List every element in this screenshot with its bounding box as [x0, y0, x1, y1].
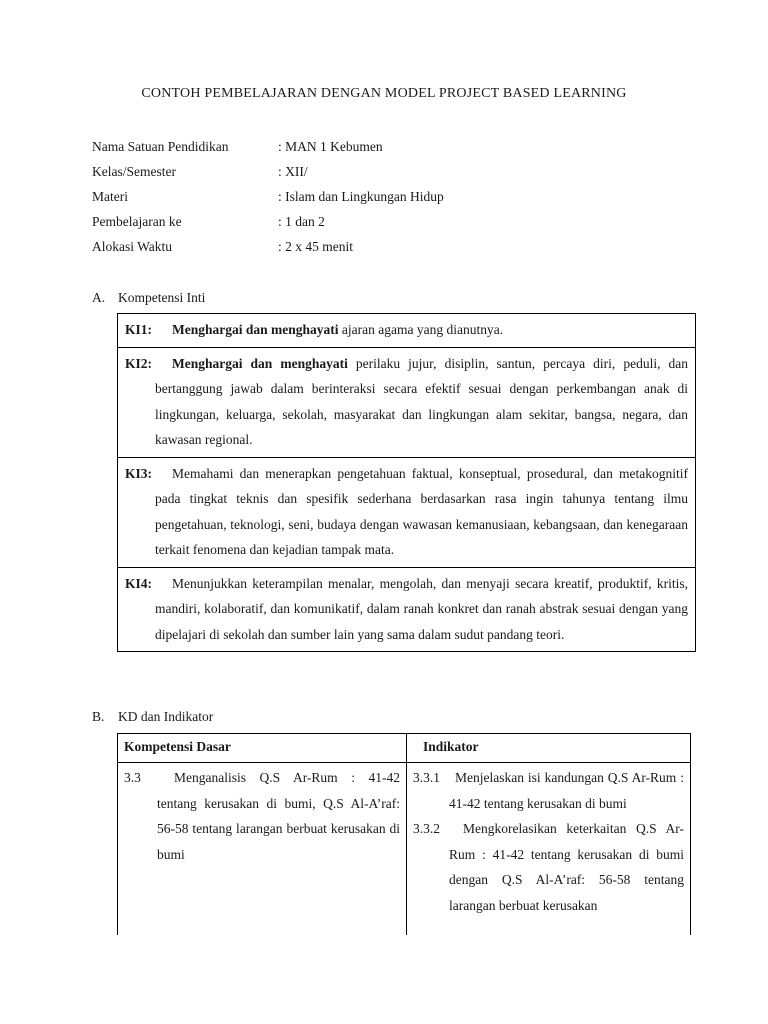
ki-code: KI3:	[125, 465, 152, 481]
section-a-heading	[92, 288, 205, 308]
identity-value: : 2 x 45 menit	[278, 239, 353, 254]
column-header-indikator: Indikator	[407, 734, 690, 763]
ki-code: KI1:	[125, 322, 152, 337]
section-title: KD dan Indikator	[118, 709, 214, 724]
indikator-text: Menjelaskan isi kandungan Q.S Ar-Rum : 41-42 tentang kerusakan di bumi	[449, 770, 684, 811]
identity-value: : Islam dan Lingkungan Hidup	[278, 189, 444, 204]
kompetensi-inti-table	[117, 313, 696, 652]
kd-number: 3.3	[124, 770, 141, 785]
identity-label: Materi	[92, 189, 128, 204]
kd-text: Menganalisis Q.S Ar-Rum : 41-42 tentang kerusakan di bumi, Q.S Al-A’raf: 56-58 tentang larangan berbuat kerusakan di bumi	[157, 770, 400, 862]
identity-label: Alokasi Waktu	[92, 239, 173, 254]
indikator-item	[413, 816, 684, 918]
identity-value: : 1 dan 2	[278, 214, 325, 229]
identity-label: Pembelajaran ke	[92, 214, 182, 229]
identity-row	[92, 212, 444, 237]
column-header-kompetensi-dasar: Kompetensi Dasar	[118, 734, 407, 763]
indikator-number: 3.3.1	[413, 770, 440, 785]
identity-row	[92, 187, 444, 212]
kd-cell	[118, 763, 407, 935]
ki-row	[118, 347, 695, 457]
ki-row	[118, 314, 695, 347]
ki-bold-text: Menghargai dan menghayati	[172, 322, 339, 337]
ki-row	[118, 457, 695, 567]
identity-value: : XII/	[278, 164, 308, 179]
identity-block	[92, 137, 444, 262]
ki-text: perilaku jujur, disiplin, santun, percaya diri, peduli, dan bertanggung jawab dalam berinteraksi secara efektif sesuai dengan perkembangan anak di lingkungan, keluarga, sekolah, masyarakat dan lingkungan alam sekitar, bangsa, negara, dan kawasan regional.	[155, 355, 688, 447]
indikator-cell	[407, 763, 690, 935]
identity-row	[92, 237, 444, 262]
section-letter: B.	[92, 709, 105, 724]
document-title: CONTOH PEMBELAJARAN DENGAN MODEL PROJECT BASED LEARNING	[141, 86, 627, 101]
identity-label: Kelas/Semester	[92, 164, 176, 179]
section-title: Kompetensi Inti	[118, 290, 206, 305]
kd-indikator-table	[117, 733, 691, 935]
ki-text: ajaran agama yang dianutnya.	[338, 322, 504, 337]
identity-row	[92, 137, 444, 162]
section-letter: A.	[92, 290, 106, 305]
ki-code: KI4:	[125, 575, 152, 591]
section-b-heading	[92, 707, 213, 727]
ki-text: Memahami dan menerapkan pengetahuan faktual, konseptual, prosedural, dan metakognitif pada tingkat teknis dan spesifik sederhana berdasarkan rasa ingin tahunya tentang ilmu pengetahuan, teknologi, seni, budaya dengan wawasan kemanusiaan, kebangsaan, dan kenegaraan terkait fenomena dan kejadian tampak mata.	[155, 465, 688, 557]
indikator-text: Mengkorelasikan keterkaitan Q.S Ar-Rum : 41-42 tentang kerusakan di bumi dengan Q.S Al-A’raf: 56-58 tentang larangan berbuat kerusakan	[449, 821, 684, 913]
indikator-item	[413, 765, 684, 816]
identity-label: Nama Satuan Pendidikan	[92, 139, 229, 154]
ki-row	[118, 567, 695, 652]
ki-text: Menunjukkan keterampilan menalar, mengolah, dan menyaji secara kreatif, produktif, kritis, mandiri, kolaboratif, dan komunikatif, dalam ranah konkret dan ranah abstrak sesuai dengan yang dipelajari di sekolah dan sumber lain yang sama dalam sudut pandang teori.	[155, 575, 688, 642]
identity-row	[92, 162, 444, 187]
identity-value: : MAN 1 Kebumen	[278, 139, 383, 154]
indikator-number: 3.3.2	[413, 821, 440, 836]
ki-code: KI2:	[125, 355, 152, 371]
ki-bold-text: Menghargai dan menghayati	[172, 355, 348, 371]
